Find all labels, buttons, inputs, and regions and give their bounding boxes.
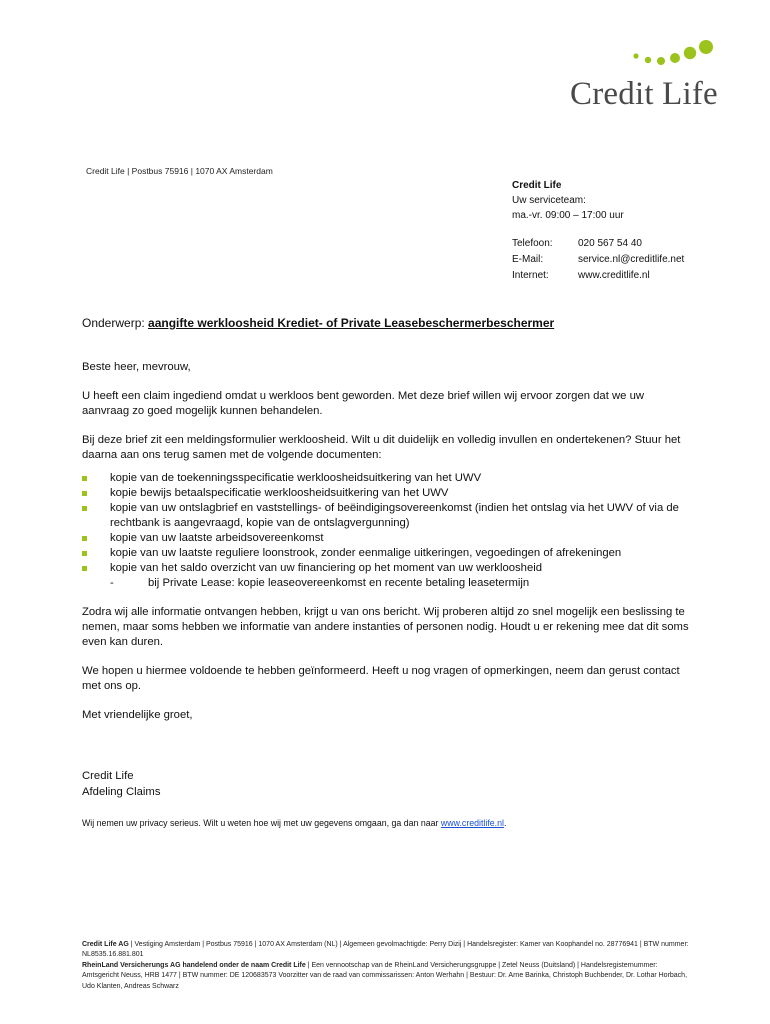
bullet-icon (82, 491, 87, 496)
contact-name: Credit Life (512, 180, 562, 191)
phone-label: Telefoon: (512, 238, 553, 249)
signature-block (82, 768, 160, 800)
document-list (82, 471, 694, 591)
credit-life-logo (566, 40, 746, 112)
sender-address: Credit Life | Postbus 75916 | 1070 AX Amsterdam (86, 166, 273, 176)
privacy-link[interactable]: www.creditlife.nl (440, 818, 504, 828)
logo-text: Credit Life (570, 76, 718, 112)
salutation: Beste heer, mevrouw, (82, 361, 191, 373)
list-item: kopie van de toekenningsspecificatie werkloosheidsuitkering van het UWV (82, 471, 694, 486)
phone-value: 020 567 54 40 (578, 238, 642, 249)
internet-label: Internet: (512, 270, 549, 281)
signature-department: Afdeling Claims (82, 786, 161, 798)
contact-email-row (512, 252, 684, 268)
bullet-icon (82, 551, 87, 556)
bullet-icon (82, 566, 87, 571)
privacy-text: Wij nemen uw privacy serieus. Wilt u weten hoe wij met uw gegevens omgaan, ga dan naar (82, 818, 441, 828)
paragraph-questions: We hopen u hiermee voldoende te hebben geïnformeerd. Heeft u nog vragen of opmerkingen, neem dan gerust contact met ons op. (82, 665, 680, 692)
closing: Met vriendelijke groet, (82, 709, 193, 721)
bullet-icon (82, 506, 87, 511)
contact-phone-row (512, 236, 684, 252)
bullet-icon (82, 476, 87, 481)
footer-line-2: RheinLand Versicherungs AG handelend onder de naam Credit Life | Een vennootschap van de RheinLand Versicherungsgruppe | Zetel Neuss (Duitsland) | Handelsregisternummer: Amtsgericht Neuss, HRB 1477 | BTW nummer: DE 120683573 Voorzitter van de raad van commissarissen: Anton Werhahn | Bestuur: Dr. Arne Barinka, Christoph Buchbender, Dr. Lothar Horbach, Udo Klanten, Andreas Schwarz (82, 961, 688, 990)
list-item: kopie bewijs betaalspecificatie werkloosheidsuitkering van het UWV (82, 486, 694, 501)
email-label: E-Mail: (512, 254, 544, 265)
list-item: kopie van uw laatste reguliere loonstrook, zonder eenmalige uitkeringen, vegoedingen of afrekeningen (82, 546, 694, 561)
contact-details (512, 236, 684, 284)
contact-hours: ma.-vr. 09:00 – 17:00 uur (512, 210, 624, 221)
contact-internet-row (512, 268, 684, 284)
footer (82, 940, 696, 992)
contact-block (512, 178, 684, 284)
letter-body (82, 360, 694, 737)
privacy-note: Wij nemen uw privacy serieus. Wilt u weten hoe wij met uw gegevens omgaan, ga dan naar www.creditlife.nl. (82, 818, 507, 828)
subject-label: Onderwerp: (82, 316, 149, 330)
footer-line-1: Credit Life AG | Vestiging Amsterdam | Postbus 75916 | 1070 AX Amsterdam (NL) | Algemeen gevolmachtigde: Perry Dizij | Handelsregister: Kamer van Koophandel no. 28776941 | BTW nummer: NL8535.16.881.801 (82, 941, 689, 959)
list-item: kopie van uw laatste arbeidsovereenkomst (82, 531, 694, 546)
dash-marker: - (110, 577, 114, 589)
paragraph-documents: Bij deze brief zit een meldingsformulier werkloosheid. Wilt u dit duidelijk en volledig invullen en ondertekenen? Stuur het daarna aan ons terug samen met de volgende documenten: (82, 434, 681, 461)
signature-company: Credit Life (82, 770, 134, 782)
email-value: service.nl@creditlife.net (578, 254, 685, 265)
sub-list-item: - bij Private Lease: kopie leaseovereenkomst en recente betaling leasetermijn (110, 577, 530, 589)
list-item: kopie van uw ontslagbrief en vaststellings- of beëindigingsovereenkomst (indien het ontslag via het UWV of via de rechtbank is aangevraagd, kopie van de ontslagvergunning) (82, 501, 694, 531)
bullet-icon (82, 536, 87, 541)
contact-team: Uw serviceteam: (512, 195, 586, 206)
internet-value: www.creditlife.nl (578, 270, 650, 281)
subject-text: aangifte werkloosheid Krediet- of Private Leasebeschermerbeschermer (148, 316, 555, 330)
logo-dots-icon (626, 40, 736, 80)
paragraph-response: Zodra wij alle informatie ontvangen hebben, krijgt u van ons bericht. Wij proberen altijd zo snel mogelijk een beslissing te nemen, maar soms hebben we informatie van andere instanties of personen nodig. Houdt u er rekening mee dat dit soms even kan duren. (82, 606, 689, 648)
subject-line (82, 316, 554, 330)
list-item: kopie van het saldo overzicht van uw financiering op het moment van uw werkloosheid (82, 561, 694, 576)
paragraph-intro: U heeft een claim ingediend omdat u werkloos bent geworden. Met deze brief willen wij ervoor zorgen dat we uw aanvraag zo goed mogelijk kunnen behandelen. (82, 390, 645, 417)
